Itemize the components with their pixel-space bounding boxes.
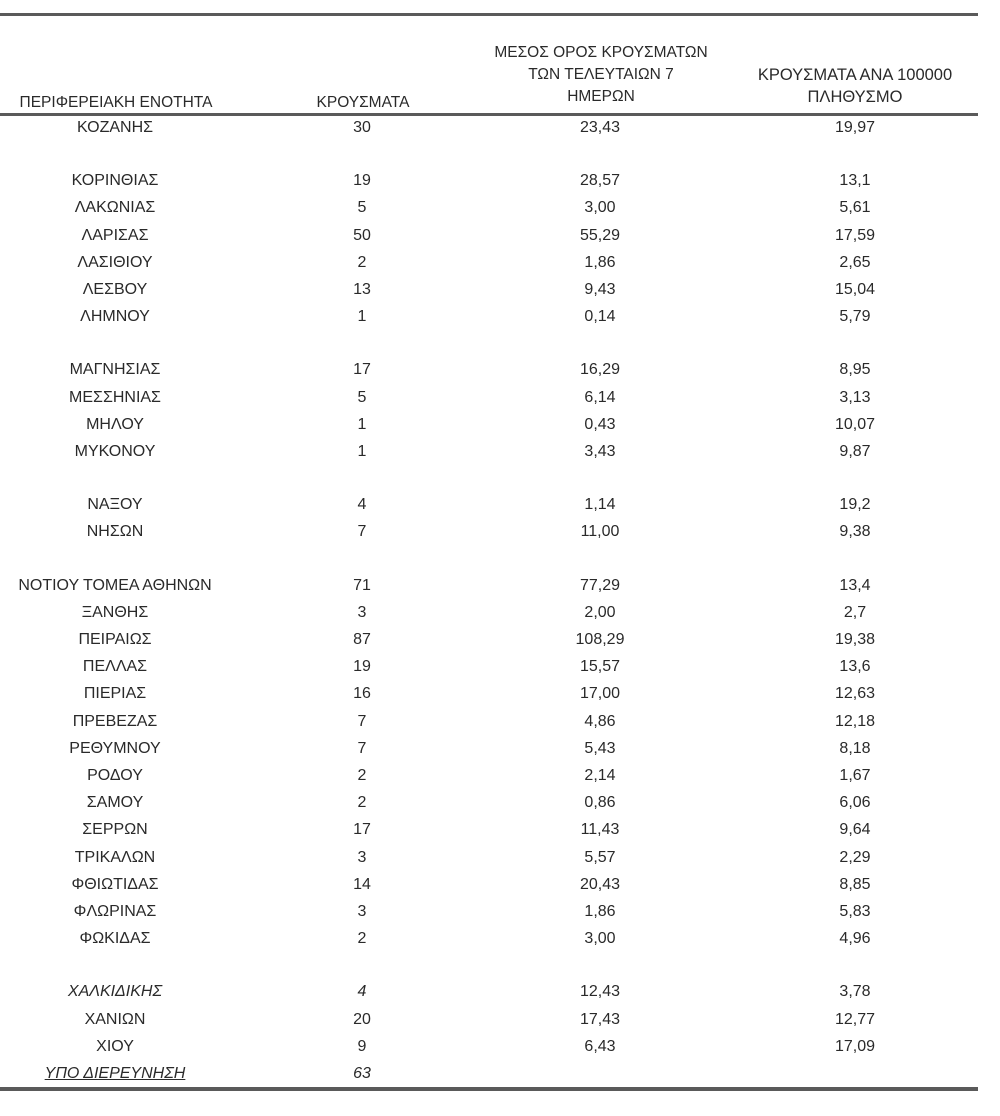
cell-region: ΧΑΝΙΩΝ bbox=[84, 1010, 146, 1028]
table-row bbox=[0, 306, 1000, 333]
table-row bbox=[0, 602, 1000, 629]
cell-avg7: 16,29 bbox=[579, 361, 621, 379]
cell-per100k: 2,65 bbox=[839, 253, 871, 271]
cell-avg7: 108,29 bbox=[575, 631, 625, 648]
cell-avg7: 5,43 bbox=[584, 739, 616, 757]
table-row bbox=[0, 117, 1000, 144]
table-row bbox=[0, 252, 1000, 279]
cell-cases: 5 bbox=[357, 199, 367, 217]
cell-avg7: 6,14 bbox=[584, 388, 616, 406]
header-avg7-line1: ΜΕΣΟΣ ΟΡΟΣ ΚΡΟΥΣΜΑΤΩΝ bbox=[494, 44, 708, 61]
table-row bbox=[0, 981, 1000, 1008]
cell-cases: 3 bbox=[357, 603, 367, 621]
header-region: ΠΕΡΙΦΕΡΕΙΑΚΗ ΕΝΟΤΗΤΑ bbox=[19, 94, 213, 111]
header-per100k-line2: ΠΛΗΘΥΣΜΟ bbox=[807, 88, 903, 106]
cell-cases: 7 bbox=[357, 739, 367, 757]
table-row bbox=[0, 629, 1000, 656]
cell-region: ΠΕΛΛΑΣ bbox=[82, 658, 148, 676]
cell-cases: 30 bbox=[353, 119, 371, 136]
cell-region: ΦΘΙΩΤΙΔΑΣ bbox=[71, 875, 159, 893]
cell-avg7: 20,43 bbox=[579, 875, 621, 893]
table-row bbox=[0, 901, 1000, 928]
header-avg7-line2: ΤΩΝ ΤΕΛΕΥΤΑΙΩΝ 7 bbox=[528, 66, 674, 83]
cell-region: ΛΑΡΙΣΑΣ bbox=[81, 226, 149, 244]
cell-per100k: 9,87 bbox=[839, 443, 871, 460]
table-row bbox=[0, 874, 1000, 901]
cell-cases: 50 bbox=[353, 226, 371, 244]
cell-per100k: 9,64 bbox=[839, 821, 871, 839]
cell-region: ΛΑΚΩΝΙΑΣ bbox=[74, 199, 156, 217]
cell-per100k: 9,38 bbox=[839, 523, 871, 541]
cell-region: ΚΟΡΙΝΘΙΑΣ bbox=[71, 172, 159, 190]
table-row bbox=[0, 656, 1000, 683]
cell-per100k: 12,63 bbox=[834, 685, 876, 703]
cell-per100k: 5,79 bbox=[839, 308, 871, 326]
cell-region: ΠΙΕΡΙΑΣ bbox=[83, 685, 147, 703]
header-border bbox=[0, 113, 978, 116]
table-row bbox=[0, 928, 1000, 955]
cell-per100k: 8,18 bbox=[839, 739, 871, 757]
cell-cases: 20 bbox=[353, 1010, 371, 1028]
cell-per100k: 3,13 bbox=[839, 388, 871, 406]
cell-region: ΣΑΜΟΥ bbox=[86, 794, 144, 812]
cell-per100k: 19,38 bbox=[834, 631, 876, 648]
top-border bbox=[0, 13, 978, 16]
table-row bbox=[0, 170, 1000, 197]
cell-region: ΜΑΓΝΗΣΙΑΣ bbox=[69, 361, 161, 379]
cell-avg7: 1,14 bbox=[584, 496, 616, 514]
header-per100k-line1: ΚΡΟΥΣΜΑΤΑ ΑΝΑ 100000 bbox=[757, 66, 953, 84]
cell-per100k: 15,04 bbox=[834, 281, 876, 298]
cell-cases: 19 bbox=[353, 172, 371, 190]
cell-per100k: 10,07 bbox=[834, 415, 876, 433]
cell-avg7: 17,43 bbox=[579, 1010, 621, 1028]
cell-avg7: 0,43 bbox=[584, 415, 616, 433]
table-row bbox=[0, 683, 1000, 710]
cell-per100k: 8,85 bbox=[839, 875, 871, 893]
cell-cases: 19 bbox=[353, 658, 371, 676]
header-avg7-line3: ΗΜΕΡΩΝ bbox=[567, 88, 635, 105]
cell-avg7: 15,57 bbox=[579, 658, 621, 676]
cell-avg7: 28,57 bbox=[579, 172, 621, 190]
table-row bbox=[0, 1036, 1000, 1063]
cell-avg7: 2,00 bbox=[584, 603, 616, 621]
cell-per100k: 12,18 bbox=[834, 712, 876, 730]
bottom-border bbox=[0, 1087, 978, 1091]
cell-cases: 3 bbox=[357, 848, 367, 866]
cell-per100k: 8,95 bbox=[839, 361, 871, 379]
cell-cases: 2 bbox=[357, 930, 367, 948]
table-row bbox=[0, 738, 1000, 765]
cell-avg7: 9,43 bbox=[584, 281, 616, 298]
table-row bbox=[0, 414, 1000, 441]
table-row bbox=[0, 225, 1000, 252]
table-row bbox=[0, 279, 1000, 306]
cell-cases: 1 bbox=[357, 308, 367, 326]
table-row bbox=[0, 847, 1000, 874]
cell-avg7: 2,14 bbox=[584, 767, 616, 784]
cell-region: ΚΟΖΑΝΗΣ bbox=[76, 119, 154, 136]
cell-avg7: 4,86 bbox=[584, 712, 616, 730]
cell-region: ΜΥΚΟΝΟΥ bbox=[74, 443, 156, 460]
cell-region: ΦΛΩΡΙΝΑΣ bbox=[73, 903, 157, 920]
cell-region: ΥΠΟ ΔΙΕΡΕΥΝΗΣΗ bbox=[44, 1065, 186, 1082]
cell-avg7: 5,57 bbox=[584, 848, 616, 866]
header-per100k bbox=[730, 64, 980, 108]
table-row bbox=[0, 387, 1000, 414]
cell-region: ΝΑΞΟΥ bbox=[87, 496, 143, 514]
cell-per100k: 6,06 bbox=[839, 794, 871, 812]
table-row bbox=[0, 819, 1000, 846]
cell-cases: 1 bbox=[357, 443, 367, 460]
cell-region: ΠΕΙΡΑΙΩΣ bbox=[78, 631, 152, 648]
cell-per100k: 2,29 bbox=[839, 848, 871, 866]
cell-region: ΛΑΣΙΘΙΟΥ bbox=[77, 253, 153, 271]
cell-region: ΦΩΚΙΔΑΣ bbox=[79, 930, 151, 948]
cell-cases: 4 bbox=[357, 983, 367, 1001]
table-row bbox=[0, 575, 1000, 602]
cell-region: ΤΡΙΚΑΛΩΝ bbox=[74, 848, 156, 866]
cell-cases: 1 bbox=[357, 415, 367, 433]
cell-avg7: 1,86 bbox=[584, 253, 616, 271]
cell-region: ΛΗΜΝΟΥ bbox=[80, 308, 150, 326]
cell-cases: 17 bbox=[353, 361, 371, 379]
cell-per100k: 5,61 bbox=[839, 199, 871, 217]
header-cases: ΚΡΟΥΣΜΑΤΑ bbox=[316, 94, 410, 111]
cell-region: ΠΡΕΒΕΖΑΣ bbox=[72, 712, 158, 730]
cell-region: ΜΗΛΟΥ bbox=[86, 415, 144, 433]
cell-region: ΞΑΝΘΗΣ bbox=[81, 603, 149, 621]
cell-per100k: 1,67 bbox=[839, 767, 871, 784]
cell-region: ΡΟΔΟΥ bbox=[87, 767, 143, 784]
cell-region: ΝΟΤΙΟΥ ΤΟΜΕΑ ΑΘΗΝΩΝ bbox=[18, 576, 212, 594]
table-row bbox=[0, 711, 1000, 738]
table-row bbox=[0, 1009, 1000, 1036]
cell-per100k: 13,6 bbox=[839, 658, 871, 676]
cell-per100k: 5,83 bbox=[839, 903, 871, 920]
cell-cases: 71 bbox=[353, 576, 371, 594]
cell-avg7: 11,43 bbox=[580, 821, 620, 839]
cell-avg7: 77,29 bbox=[579, 576, 621, 594]
table-row bbox=[0, 792, 1000, 819]
cell-per100k: 3,78 bbox=[839, 983, 871, 1001]
table-row bbox=[0, 441, 1000, 468]
cell-region: ΧΑΛΚΙΔΙΚΗΣ bbox=[67, 983, 163, 1001]
cell-cases: 13 bbox=[353, 281, 371, 298]
cell-cases: 9 bbox=[357, 1037, 367, 1055]
cell-cases: 87 bbox=[353, 631, 371, 648]
cell-cases: 5 bbox=[357, 388, 367, 406]
cell-cases: 2 bbox=[357, 767, 367, 784]
cell-per100k: 2,7 bbox=[843, 603, 867, 621]
table-row bbox=[0, 521, 1000, 548]
cell-avg7: 17,00 bbox=[579, 685, 621, 703]
cell-cases: 63 bbox=[353, 1065, 371, 1082]
cell-per100k: 13,1 bbox=[839, 172, 871, 190]
cell-per100k: 12,77 bbox=[834, 1010, 876, 1028]
cell-region: ΜΕΣΣΗΝΙΑΣ bbox=[69, 388, 161, 406]
cell-region: ΛΕΣΒΟΥ bbox=[82, 281, 148, 298]
cell-avg7: 3,00 bbox=[584, 930, 616, 948]
cell-per100k: 13,4 bbox=[839, 576, 871, 594]
cell-cases: 3 bbox=[357, 903, 367, 920]
cell-region: ΧΙΟΥ bbox=[96, 1037, 134, 1055]
cell-per100k: 17,09 bbox=[834, 1037, 876, 1055]
cell-avg7: 6,43 bbox=[584, 1037, 616, 1055]
cell-cases: 2 bbox=[357, 794, 367, 812]
cell-avg7: 11,00 bbox=[580, 523, 620, 541]
cell-region: ΡΕΘΥΜΝΟΥ bbox=[69, 739, 161, 757]
cell-cases: 7 bbox=[357, 712, 367, 730]
cell-region: ΣΕΡΡΩΝ bbox=[82, 821, 148, 839]
cell-per100k: 4,96 bbox=[839, 930, 871, 948]
cell-cases: 4 bbox=[357, 496, 367, 514]
cell-avg7: 55,29 bbox=[579, 226, 621, 244]
cell-avg7: 1,86 bbox=[584, 903, 616, 920]
cell-avg7: 12,43 bbox=[579, 983, 621, 1001]
cell-avg7: 3,00 bbox=[584, 199, 616, 217]
cell-cases: 2 bbox=[357, 253, 367, 271]
cell-avg7: 0,86 bbox=[584, 794, 616, 812]
cell-cases: 7 bbox=[357, 523, 367, 541]
cell-avg7: 23,43 bbox=[579, 119, 621, 136]
cell-avg7: 3,43 bbox=[584, 443, 616, 460]
table-row bbox=[0, 359, 1000, 386]
table-row bbox=[0, 494, 1000, 521]
table-row bbox=[0, 197, 1000, 224]
cell-per100k: 17,59 bbox=[834, 226, 876, 244]
cell-region: ΝΗΣΩΝ bbox=[86, 523, 144, 541]
cell-per100k: 19,2 bbox=[839, 496, 871, 514]
cell-cases: 16 bbox=[353, 685, 371, 703]
cell-cases: 17 bbox=[353, 821, 371, 839]
cell-per100k: 19,97 bbox=[834, 119, 876, 136]
table-row bbox=[0, 1063, 1000, 1090]
cell-cases: 14 bbox=[353, 875, 371, 893]
cell-avg7: 0,14 bbox=[584, 308, 616, 326]
table-row bbox=[0, 765, 1000, 792]
header-avg7 bbox=[470, 42, 732, 108]
